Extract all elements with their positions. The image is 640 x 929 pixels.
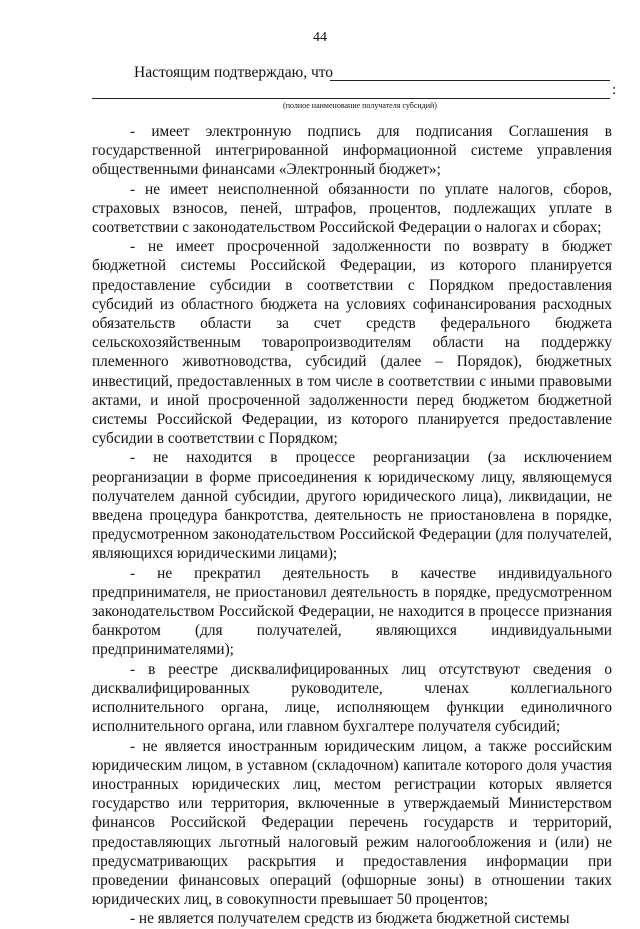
recipient-name-line (330, 80, 610, 81)
page-number: 44 (313, 30, 327, 45)
statement-body (92, 122, 612, 929)
confirmation-intro: Настоящим подтверждаю, что (134, 64, 334, 81)
recipient-name-line-2 (92, 98, 610, 99)
statement-paragraph: - не является получателем средств из бюджета бюджетной системы (130, 910, 570, 928)
statement-paragraph: - не находится в процессе реорганизации (за исключением реорганизации в форме присоединения к юридическому лицу, являющемуся получателем данной субсидии, другого юридического лица), ликвидации, не введена процедура банкротства, деятельность не приостановлена в порядке, предусмотренном законодательством Российской Федерации (для получателей, являющихся юридическими лицами); (92, 449, 612, 563)
statement-paragraph: - в реестре дисквалифицированных лиц отсутствуют сведения о дисквалифицированных руководителе, членах коллегиального исполнительного органа, лице, исполняющем функции единоличного исполнительного органа, или главном бухгалтере получателя субсидий; (92, 660, 612, 736)
statement-paragraph: - не имеет просроченной задолженности по возврату в бюджет бюджетной системы Российской Федерации, из которого планируется предоставление субсидии в соответствии с Порядком предоставления субсидий из областного бюджета на условиях софинансирования расходных обязательств области за счет средств федерального бюджета сельскохозяйственным товаропроизводителям области на поддержку племенного животноводства, субсидий (далее – Порядок), бюджетных инвестиций, предоставленных в том числе в соответствии с иными правовыми актами, и иной просроченной задолженности перед бюджетом бюджетной системы Российской Федерации, из которого планируется предоставление субсидии в соответствии с Порядком; (92, 238, 612, 448)
statement-paragraph: - не является иностранным юридическим лицом, а также российским юридическим лицом, в уставном (складочном) капитале которого доля участия иностранных юридических лиц, местом регистрации которых является государство или территория, включенные в утверждаемый Министерством финансов Российской Федерации перечень государств и территорий, предоставляющих льготный налоговый режим налогообложения и (или) не предусматривающих раскрытия и предоставления информации при проведении финансовых операций (офшорные зоны) в отношении таких юридических лиц, в совокупности превышает 50 процентов; (92, 737, 612, 909)
statement-paragraph: - не имеет неисполненной обязанности по уплате налогов, сборов, страховых взносов, пеней, штрафов, процентов, подлежащих уплате в соответствии с законодательством Российской Федерации о налогах и сборах; (92, 180, 612, 237)
statement-paragraph: - не прекратил деятельность в качестве индивидуального предпринимателя, не приостановил деятельность в порядке, предусмотренном законодательством Российской Федерации, не находится в процессе признания банкротом (для получателей, являющихся индивидуальными предпринимателями); (92, 564, 612, 659)
colon-mark: : (612, 82, 617, 98)
statement-paragraph: - имеет электронную подпись для подписания Соглашения в государственной интегрированной информационной системе управления общественными финансами «Электронный бюджет»; (92, 123, 612, 179)
recipient-name-caption: (полное наименование получателя субсидий) (283, 101, 437, 110)
